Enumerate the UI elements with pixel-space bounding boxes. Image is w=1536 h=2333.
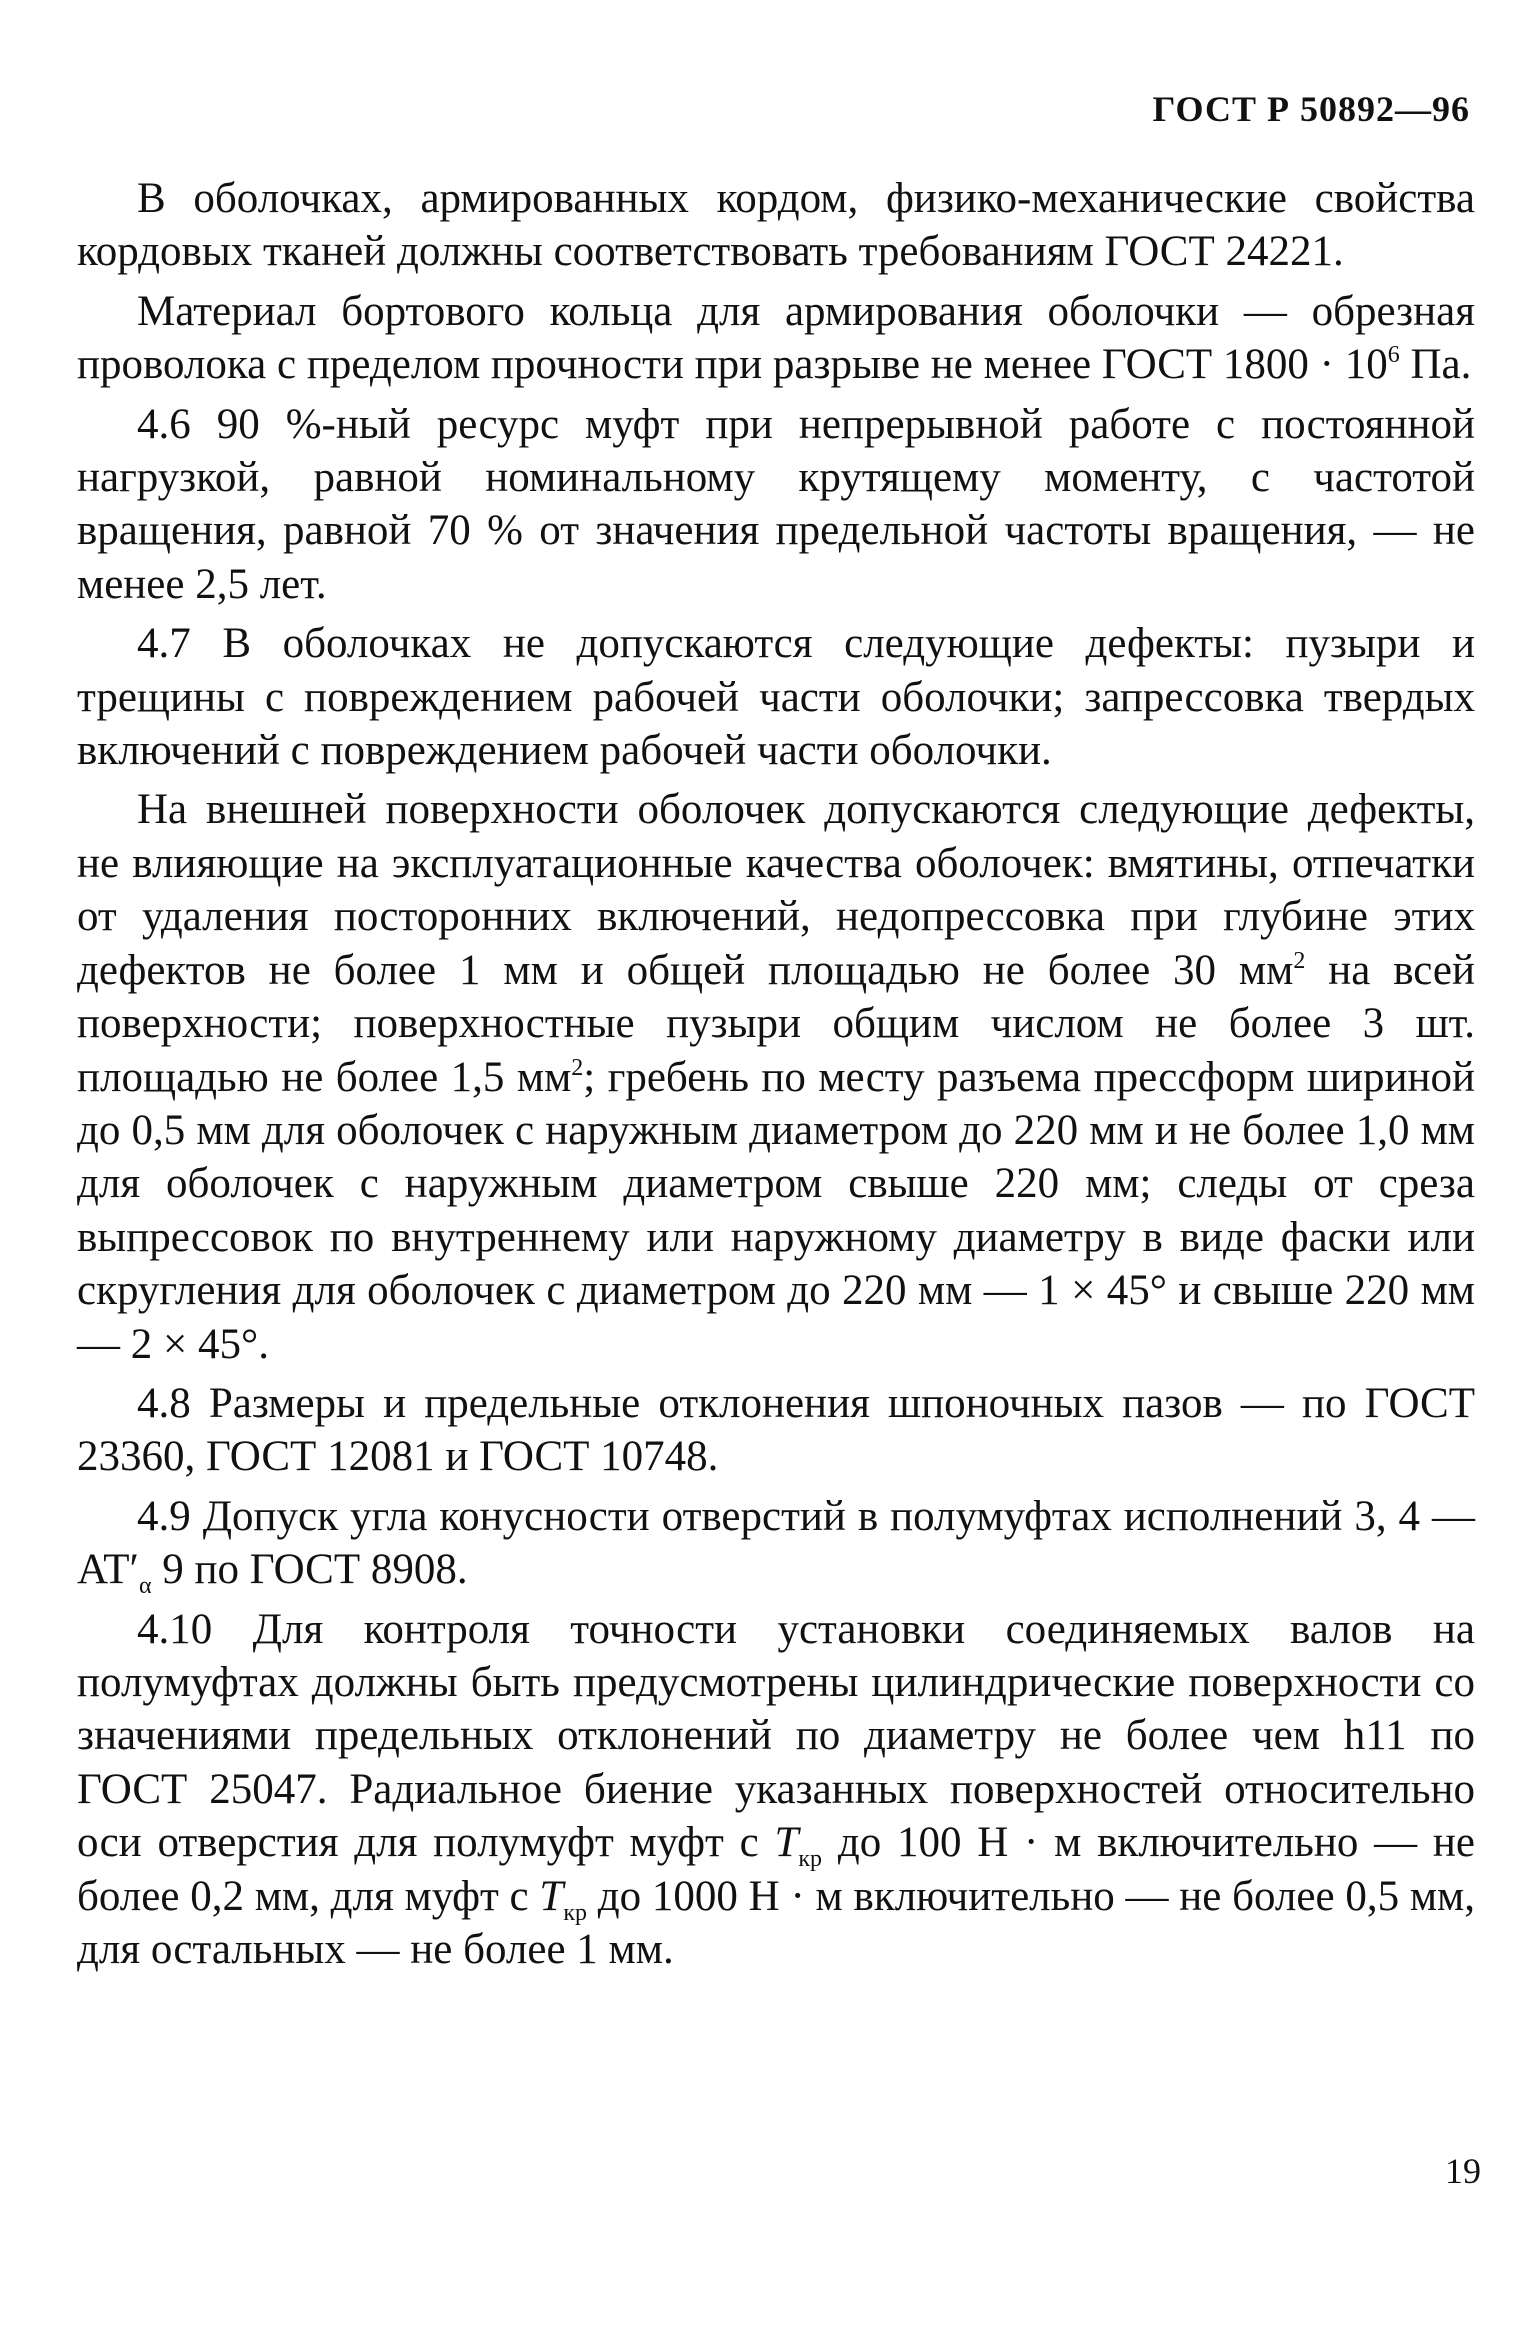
paragraph-text: 4.6 90 %-ный ресурс муфт при непрерывной работе с постоянной нагрузкой, равной номинальному крутящему моменту, с частотой вращения, равной 70 % от значения предельной частоты вращения, — не менее 2,5 лет. xyxy=(77,400,1475,608)
paragraph-text: Материал бортового кольца для армирования оболочки — обрезная проволока с пределом прочности при разрыве не менее ГОСТ 1800 · 10 xyxy=(77,287,1475,389)
paragraph-4-8 xyxy=(77,1377,1475,1484)
paragraph-text: до 1000 Н · м включительно — не более 0,5 мм, для остальных — не более 1 мм. xyxy=(77,1872,1475,1973)
superscript: 2 xyxy=(1293,947,1306,974)
paragraph-text: Па. xyxy=(1399,341,1472,389)
paragraph-4-10 xyxy=(77,1603,1475,1977)
paragraph-text: ; гребень по месту разъема прессформ шириной до 0,5 мм для оболочек с наружным диаметром до 220 мм и не более 1,0 мм для оболочек с наружным диаметром свыше 220 мм; следы от среза выпрессовок по внутреннему или наружному диаметру в виде фаски или скругления для оболочек с диаметром до 220 мм — 1 × 45° и свыше 220 мм — 2 × 45°. xyxy=(77,1053,1475,1368)
paragraph-text: до 100 Н · м включительно — не более 0,2 мм, для муфт с xyxy=(77,1819,1475,1920)
superscript: 2 xyxy=(571,1054,584,1081)
paragraph-text: 4.7 В оболочках не допускаются следующие дефекты: пузыри и трещины с повреждением рабочей части оболочки; запрессовка твердых включений с повреждением рабочей части оболочки. xyxy=(77,620,1475,775)
torque-symbol: T xyxy=(774,1819,799,1867)
torque-symbol: T xyxy=(539,1872,564,1920)
paragraph-text: 9 по ГОСТ 8908. xyxy=(151,1546,468,1594)
paragraph-text: На внешней поверхности оболочек допускаются следующие дефекты, не влияющие на эксплуатационные качества оболочек: вмятины, отпечатки от удаления посторонних включений, недопрессовка при глубине этих дефектов не более 1 мм и общей площадью не более 30 мм xyxy=(77,786,1475,994)
paragraph-4-9 xyxy=(77,1490,1475,1600)
paragraph-4-6 xyxy=(77,398,1475,612)
paragraph-text: 4.10 Для контроля точности установки соединяемых валов на полумуфтах должны быть предусмотрены цилиндрические поверхности со значениями предельных отклонений по диаметру не более чем h11 по ГОСТ 25047. Радиальное биение указанных поверхностей относительно оси отверстия для полумуфт муфт с xyxy=(77,1605,1475,1867)
paragraph-4-7 xyxy=(77,617,1475,777)
subscript: кр xyxy=(563,1899,587,1926)
paragraph-text: В оболочках, армированных кордом, физико-механические свойства кордовых тканей должны соответствовать требованиям ГОСТ 24221. xyxy=(77,175,1475,276)
subscript: кр xyxy=(798,1846,823,1873)
document-body xyxy=(77,172,1475,1976)
paragraph-text: 4.8 Размеры и предельные отклонения шпоночных пазов — по ГОСТ 23360, ГОСТ 12081 и ГОСТ 10748. xyxy=(77,1379,1475,1481)
standard-header: ГОСТ Р 50892—96 xyxy=(1152,89,1470,129)
paragraph-cord-fabric xyxy=(77,172,1475,279)
paragraph-text: на всей поверхности; поверхностные пузыри общим числом не более 3 шт. площадью не более 1,5 мм xyxy=(77,946,1475,1101)
paragraph-text: 4.9 Допуск угла конусности отверстий в полумуфтах исполнений 3, 4 — AT′ xyxy=(77,1492,1475,1594)
paragraph-bead-ring xyxy=(77,285,1475,392)
subscript: α xyxy=(138,1573,152,1600)
superscript: 6 xyxy=(1387,342,1400,369)
page-number: 19 xyxy=(1445,2151,1481,2191)
paragraph-surface-defects xyxy=(77,783,1475,1370)
